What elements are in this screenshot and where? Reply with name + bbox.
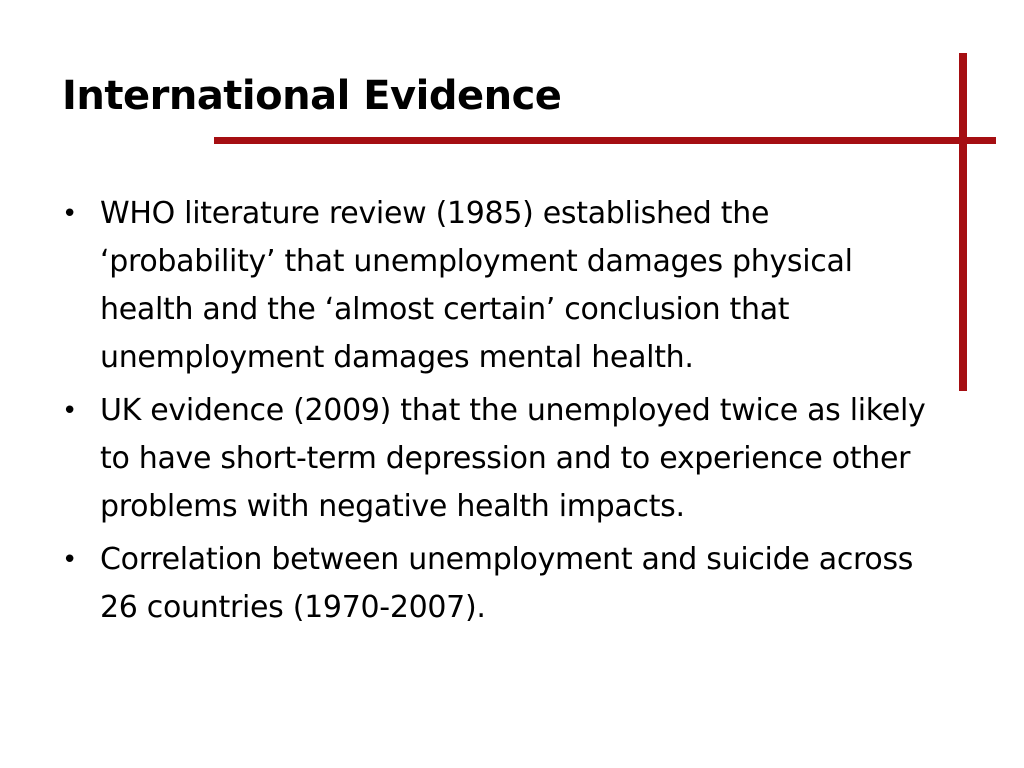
bullet-item [62,536,962,632]
bullet-text: Correlation between unemployment and suicide across 26 countries (1970-2007). [100,542,914,625]
bullet-text: UK evidence (2009) that the unemployed twice as likely to have short-term depression and to experience other problems with negative health impacts. [100,393,926,524]
bullet-list [62,190,962,637]
bullet-item [62,190,962,382]
bullet-dot-icon: • [62,199,78,229]
accent-rule-horizontal [214,137,996,144]
bullet-item [62,387,962,531]
bullet-text: WHO literature review (1985) established the ‘probability’ that unemployment damages physical health and the ‘almost certain’ conclusion that unemployment damages mental health. [100,196,853,375]
slide-title: International Evidence [62,73,562,119]
bullet-dot-icon: • [62,545,78,575]
bullet-dot-icon: • [62,396,78,426]
